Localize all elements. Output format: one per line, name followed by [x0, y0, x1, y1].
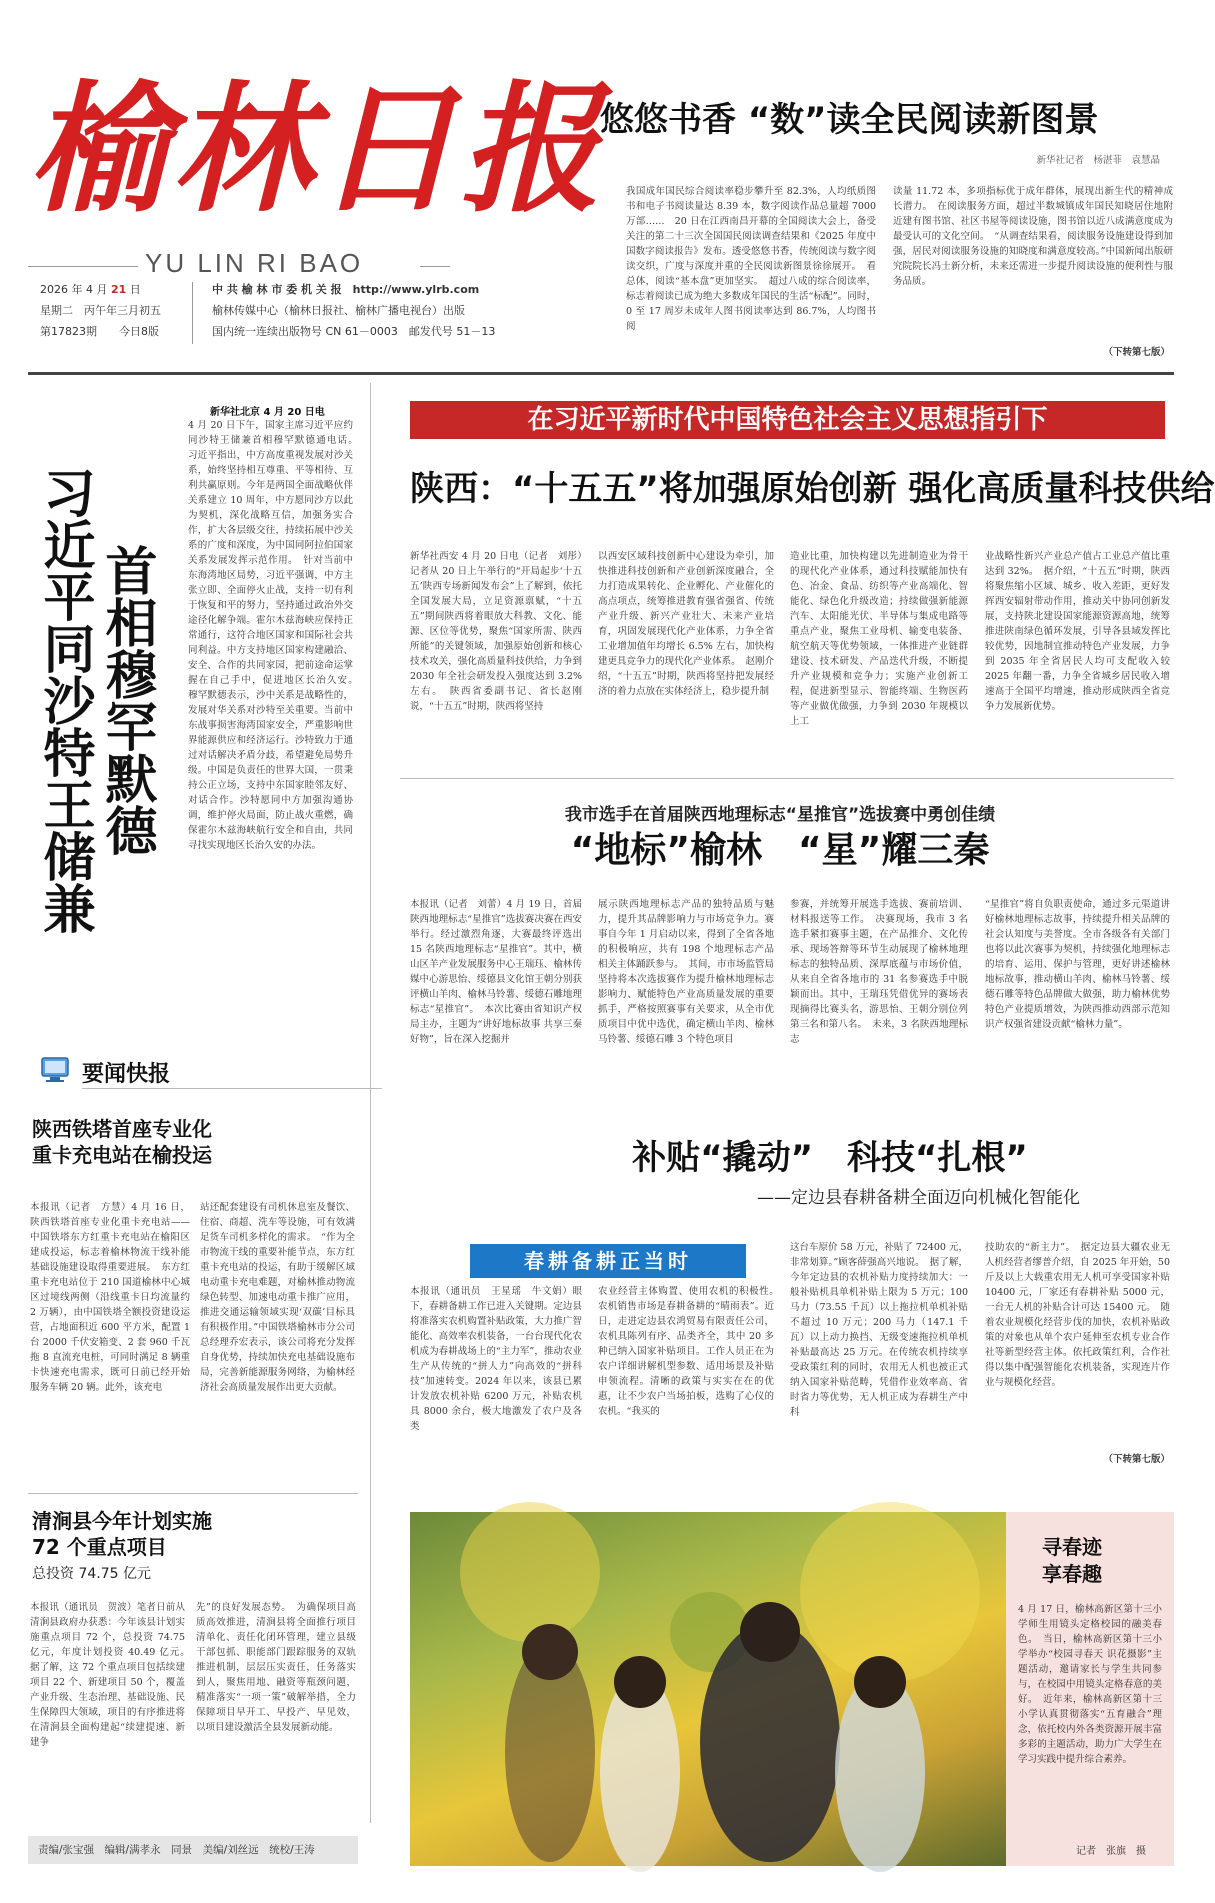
sx-story-col3: 造业比重，加快构建以先进制造业为骨干的现代化产业体系，通过科技赋能加快有色、冶金、食品、纺织等产业高端化、智能化、绿色化升级改造；持续做强新能源汽车、太阳能光伏、半导体与集成电路等重点产业，聚焦工业母机、输变电装备、航空航天等优势领域，一体推进产业链群建设、技术研发、产品迭代升级，不断提升产业规模和竞争力；实施产业创新工程，促进新型显示、智能终端、生物医药等产业做优做强，力争到 2030 年规模以上工 — [790, 551, 968, 727]
side-story — [1006, 1512, 1174, 1866]
subsidy-story-subtitle: ——定边县春耕备耕全面迈向机械化智能化 — [757, 1188, 1080, 1208]
sx-story-title: 陕西：“十五五”将加强原始创新 强化高质量科技供给 — [410, 469, 1215, 509]
side-story-title — [1042, 1534, 1102, 1588]
date: 2026 年 4 月 21 日 — [40, 283, 141, 296]
qj-story-subtitle: 总投资 74.75 亿元 — [32, 1566, 151, 1582]
tower-title-line2: 重卡充电站在榆投运 — [32, 1143, 212, 1167]
qj-story-col2: 先”的良好发展态势。 为确保项目高质高效推进，清涧县将全面推行项目清单化、责任化闭环管理，建立县级干部包抓、职能部门跟踪服务的双轨推进机制，层层压实责任，任务落实到人，聚焦用地、融资等瓶颈问题，精准落实“一项一策”破解举措，全力保障项目早开工、早投产、早见效，以项目建设激活全县发展新动能。 — [196, 1602, 356, 1733]
qj-story-col1: 本报讯（通讯员 贺波）笔者日前从清涧县政府办获悉：今年该县计划实施重点项目 72 个，总投资 74.75 亿元，年度计划投资 40.49 亿元。 据了解，这 72 个重点项目包括续建项目 22 个、新建项目 50 个，覆盖产业升级、生态治理、基础设施、民生保障四大领域，项目的有序推进将在清涧县全面构建起“续建提速、新建争 — [30, 1602, 195, 1748]
sx-story-col1: 新华社西安 4 月 20 日电（记者 刘彤）记者从 20 日上午举行的“开局起步‘十五五’陕西专场新闻发布会”上了解到，依托全国发展大局，立足资源禀赋，“十五五”期间陕西将着眼放大科教、文化、能源、区位等优势，聚焦“国家所需、陕西所能”的关键领域，加强原始创新和核心技术攻关，强化高质量科技供给，力争到 2030 年全社会研发投入强度达到 3.2% 左右。 陕西省委副书记、省长赵刚说，“十五五”时期，陕西将坚持 — [410, 551, 582, 712]
sx-story-col2: 以西安区域科技创新中心建设为牵引，加快推进科技创新和产业创新深度融合，全力打造成果转化、企业孵化、产业催化的高点项点，统筹推进教育强省强省、传统产业升级、新兴产业壮大、未来产业培育，巩固发展现代化产业体系，力争全省工业增加值年均增长 6.5% 左右，加快构建更具竞争力的现代化产业体系。 赵刚介绍，“十五五”时期，陕西将坚持把发展经济的着力点放在实体经济上，稳步提升制 — [598, 551, 774, 697]
dateline — [40, 279, 190, 342]
date-day: 21 — [110, 283, 127, 296]
gi-story-col3: 参赛，并统筹开展选手选拔、赛前培训、材料报送等工作。 决赛现场，我市 3 名选手紧扣赛事主题，在产品推介、文化传承、现场答辩等环节生动展现了榆林地理标志的独特品质、深厚底蕴与市场价值，从来自全省各地市的 31 名参赛选手中脱颖而出。其中，王瑞珏凭借优异的赛场表现摘得比赛头名，游思怡、王朝分别位列第三名和第八名。 未来，3 名陕西地理标志 — [790, 899, 968, 1045]
subsidy-story-col3: 这台车原价 58 万元，补贴了 72400 元，非常划算。”顾客薛强高兴地说。 据了解，今年定边县的农机补贴力度持续加大：一般补贴机具单机补贴上限为 5 万元；100 马力（73.55 千瓦）以上拖拉机单机补贴不超过 10 万元；200 马力（147.1 千瓦）以上动力换挡、无级变速拖拉机单机补贴最高达 25 万元。在传统农机持续享受政策红利的同时，农用无人机也被正式纳入国家补贴范畴，凭借作业效率高、省时省力等优势，无人机正成为春耕生产中科 — [790, 1242, 968, 1418]
kuaibao-title: 要闻快报 — [82, 1062, 171, 1087]
spring-photo — [410, 1512, 1006, 1866]
publisher-line2: 榆林传媒中心（榆林日报社、榆林广播电视台）出版 — [212, 304, 465, 317]
tower-story-col1: 本报讯（记者 方慧）4 月 16 日，陕西铁塔首座专业化重卡充电站——中国铁塔东方红重卡充电站在榆阳区建成投运，标志着榆林物流干线补能基础设施建设取得重要进展。 东方红重卡充电站位于 210 国道榆林中心城区过境线两侧（沿线重卡日均流量约 2 万辆），由中国铁塔全额投资建设运营，占地面积近 600 平方米，配置 1 台 2000 千伏安箱变、2 套 960 千瓦拖 8 直流充电桩，可同时满足 8 辆重卡快速充电需求，既可日前已经开始服务车辆 20 辆。此外，该充电 — [30, 1202, 190, 1393]
qj-title-line1: 清涧县今年计划实施 — [32, 1509, 212, 1533]
tower-title-line1: 陕西铁塔首座专业化 — [32, 1117, 212, 1141]
qj-title-line2: 72 个重点项目 — [32, 1535, 167, 1559]
side-story-text: 4 月 17 日，榆林高新区第十三小学师生用镜头定格校园的融美春色。 当日，榆林高新区第十三小学举办“校园寻春天 识花摄影”主题活动，邀请家长与学生共同参与，在校园中用镜头定格春意的美好。 近年来，榆林高新区第十三小学认真贯彻落实“五育融合”理念，依托校内外各类资源开展丰富多彩的主题活动，助力广大学生在学习实践中提升综合素养。 — [1018, 1604, 1162, 1765]
kuaibao-header — [40, 1052, 200, 1092]
subsidy-story-continued: （下转第七版） — [1103, 1454, 1170, 1465]
section-label: 春耕备耕正当时 — [470, 1244, 746, 1278]
subsidy-story-col1: 本报讯（通讯员 王星瑶 牛文娟）眼下，春耕备耕工作已进入关键期。定边县将准落实农机购置补贴政策，大力推广智能化、高效率农机装备，一台台现代化农机成为春耕战场上的“主力军”，推动农业生产从传统的“拼人力”向高效的“拼科技”加速转变。2024 年以来，该县已累计发放农机补贴 6200 万元，补贴农机具 8000 余台，极大地激发了农户及各类 — [410, 1286, 582, 1432]
top-story-byline: 新华社记者 杨湛菲 袁慧晶 — [1036, 155, 1160, 166]
subsidy-story-col2: 农业经营主体购置、使用农机的积极性。 农机销售市场是春耕备耕的“晴雨表”。近日，走进定边县农鸿贸易有限责任公司，农机具陈列有序、品类齐全，其中 20 多种已纳入国家补贴项目。工作人员正在为农户详细讲解机型参数、适用场景及补贴申领流程。清晰的政策与实实在在的优惠，让不少农户当场拍板，选购了心仪的农机。“我买的 — [598, 1286, 784, 1417]
gi-story-col1: 本报讯（记者 刘蕾）4 月 19 日，首届陕西地理标志“星推官”选拔赛决赛在西安举行。经过激烈角逐，大赛最终评选出 15 名陕西地理标志“星推官”。其中，横山区羊产业发展服务中心王瑞珏、榆林传媒中心游思怡、绥德县文化馆王朝分别获评横山羊肉、榆林马铃薯、绥德石雕地理标志“星推官”。 本次比赛由省知识产权局主办，主题为“讲好地标故事 共享三秦好物”，旨在深入挖掘并 — [410, 899, 582, 1045]
publisher-line1: 中 共 榆 林 市 委 机 关 报 http://www.ylrb.com — [212, 283, 480, 296]
headline-col-left: 习近平同沙特王储兼 — [34, 466, 94, 934]
side-title-line1: 寻春迹 — [1042, 1535, 1102, 1559]
subsidy-story-col4: 技助农的“新主力”。 据定边县大疆农业无人机经营者缪普介绍，自 2025 年开始，50 斤及以上大载重农用无人机可享受国家补贴 10400 元，厂家还有春耕补贴 5000 元，一台无人机的补贴合计可达 15400 元。 随着农业规模化经营步伐的加快，农机补贴政策的对象也从单个农户延伸至农机专业合作社等新型经营主体。依托政策红利，合作社得以集中配强智能化农机装备，实现连片作业与规模化经营。 — [985, 1242, 1170, 1388]
publisher-info — [212, 279, 572, 342]
top-story-continued: （下转第七版） — [1103, 347, 1170, 358]
lead-text: 4 月 20 日下午，国家主席习近平应约同沙特王储兼首相穆罕默德通电话。 习近平指出，中方高度重视发展对沙关系，始终坚持相互尊重、平等相待、互利共赢原则。今年是两国全面战略伙伴关系建立 10 周年，中方愿同沙方以此为契机，深化战略互信，加强务实合作，扩大各层级交往，持续拓展中沙关系的广度和深度，为中国同阿拉伯国家关系发展发挥示范作用。 针对当前中东海湾地区局势，习近平强调，中方主张立即、全面停火止战，支持一切有利于恢复和平的努力，坚持通过政治外交途径化解争端。霍尔木兹海峡应保持正常通行，这符合地区国家和国际社会共同利益。中方支持地区国家构建融洽、安全、合作的共同家园，把前途命运掌握在自己手中，促进地区长治久安。 穆罕默德表示，沙中关系是战略性的，发展对华关系对沙特至关重要。当前中东战事损害海湾国家安全，严重影响世界能源供应和经济运行。沙特致力于通过对话解决矛盾分歧，希望避免局势升级。中国是负责任的世界大国，一贯秉持公正立场，支持中东国家睦邻友好、对话合作。沙特愿同中方加强沟通协调，维护停火局面，防止战火重燃，确保霍尔木兹海峡航行安全和自由，共同寻找实现地区长治久安的办法。 — [188, 420, 363, 851]
section-band: 在习近平新时代中国特色社会主义思想指引下 — [410, 401, 1165, 439]
side-title-line2: 享春趣 — [1042, 1562, 1102, 1586]
issue-number: 第17823期 今日8版 — [40, 325, 159, 338]
publisher-line3: 国内统一连续出版物号 CN 61－0003 邮发代号 51－13 — [212, 325, 496, 338]
photo-illustration — [410, 1512, 1006, 1866]
masthead-pinyin: YU LIN RI BAO — [145, 248, 364, 278]
lead-headline — [32, 410, 172, 1010]
headline-col-right: 首相穆罕默德 — [96, 544, 156, 856]
subsidy-story-title: 补贴“撬动” 科技“扎根” — [632, 1138, 1028, 1178]
top-story-title: 悠悠书香 “数”读全民阅读新图景 — [600, 100, 1099, 140]
sx-story-col4: 业战略性新兴产业总产值占工业总产值比重达到 32%。 据介绍，“十五五”时期，陕西将聚焦缩小区域、城乡、收入差距，更好发挥西安辐射带动作用，推动关中协同创新发展，支持陕北建设国家能源资源高地，统筹推进陕南绿色循环发展，引导各县域发挥比较优势，因地制宜推动特色产业发展，力争到 2035 年全省居民人均可支配收入较 2025 年翻一番，力争全省城乡居民收入增速高于全国平均增速，推动形成陕西全省竞争力发展新优势。 — [985, 551, 1170, 712]
top-story-col2: 读量 11.72 本，多项指标优于成年群体，展现出新生代的精神成长潜力。 在阅读服务方面，超过半数城镇成年国民知晓居住地附近建有图书馆、社区书屋等阅读设施，图书馆以近八成满意度成为最受认可的文化空间。 “从调查结果看，阅读服务设施建设得到加强，居民对阅读服务设施的知晓度和满意度较高。”中国新闻出版研究院院长冯士新分析，未来还需进一步提升阅读设施的便利性与服务品质。 — [893, 186, 1173, 287]
masthead-logo: 榆林日报 — [28, 68, 605, 232]
top-story-col1: 我国成年国民综合阅读率稳步攀升至 82.3%，人均纸质图书和电子书阅读量达 8.39 本，数字阅读作品总量超 7000 万部…… 20 日在江西南昌开幕的全国阅读大会上，备受关注的第二十三次全国国民阅读调查结果和《2025 年度中国数字阅读报告》发布。透受悠悠书香，传统阅读与数字阅读交织，广度与深度并重的全民阅读新图景徐徐展开。 看总体，阅读“基本盘”更加坚实。 超过八成的综合阅读率，标志着阅读已成为绝大多数成年国民的生活“标配”。同时，0 至 17 周岁未成年人图书阅读率达到 86.7%，人均图书阅 — [626, 186, 876, 332]
gi-story-title: “地标”榆林 “星”耀三秦 — [570, 830, 990, 871]
tower-story-col2: 站还配套建设有司机休息室及餐饮、住宿、商超、洗车等设施，可有效满足货车司机多样化的需求。 “作为全市物流干线的重要补能节点，东方红重卡充电站的投运，有助于缓解区域电动重卡充电难题，对榆林推动物流绿色转型、加速电动重卡推广应用，推进交通运输领域实现‘双碳’目标具有积极作用。”中国铁塔榆林市分公司总经理乔宏表示，该公司将充分发挥自身优势，持续加快充电基础设施布局，完善新能源服务网络，为榆林经济社会高质量发展作出更大贡献。 — [200, 1202, 355, 1393]
weekday: 星期二 丙午年三月初五 — [40, 304, 161, 317]
page-footer: 责编/张宝强 编辑/满孝永 同景 美编/刘丝远 统校/王涛 — [28, 1836, 358, 1864]
computer-icon — [40, 1056, 74, 1084]
qj-story-title — [32, 1508, 362, 1560]
side-story-credit: 记者 张旗 摄 — [1076, 1846, 1146, 1857]
gi-story-col4: “星推官”将自负职责使命，通过多元渠道讲好榆林地理标志故事，持续提升相关品牌的社会认知度与美誉度。全市各级各有关部门也将以此次赛事为契机，持续强化地理标志的培育、运用、保护与管理，更好讲述榆林地标故事，推动横山羊肉、榆林马铃薯、绥德石雕等特色品牌做大做强，助力榆林优势特色产业提质增效，为陕西推动西部示范知识产权强省建设贡献“榆林力量”。 — [985, 899, 1170, 1030]
tower-story-title — [32, 1116, 362, 1168]
lead-dateline: 新华社北京 4 月 20 日电 — [210, 407, 325, 418]
gi-story-kicker: 我市选手在首届陕西地理标志“星推官”选拔赛中勇创佳绩 — [564, 805, 996, 825]
gi-story-col2: 展示陕西地理标志产品的独特品质与魅力，提升其品牌影响力与市场竞争力。赛事自今年 1 月启动以来，得到了全省各地的积极响应，共有 198 个地理标志产品相关主体踊跃参与。 其间，市市场监管局坚持将本次选拔赛作为提升榆林地理标志影响力、赋能特色产业高质量发展的重要抓手，严格按照赛事有关要求，从全市优质项目中优中选优，确定横山羊肉、榆林马铃薯、绥德石雕 3 个特色项目 — [598, 899, 774, 1045]
